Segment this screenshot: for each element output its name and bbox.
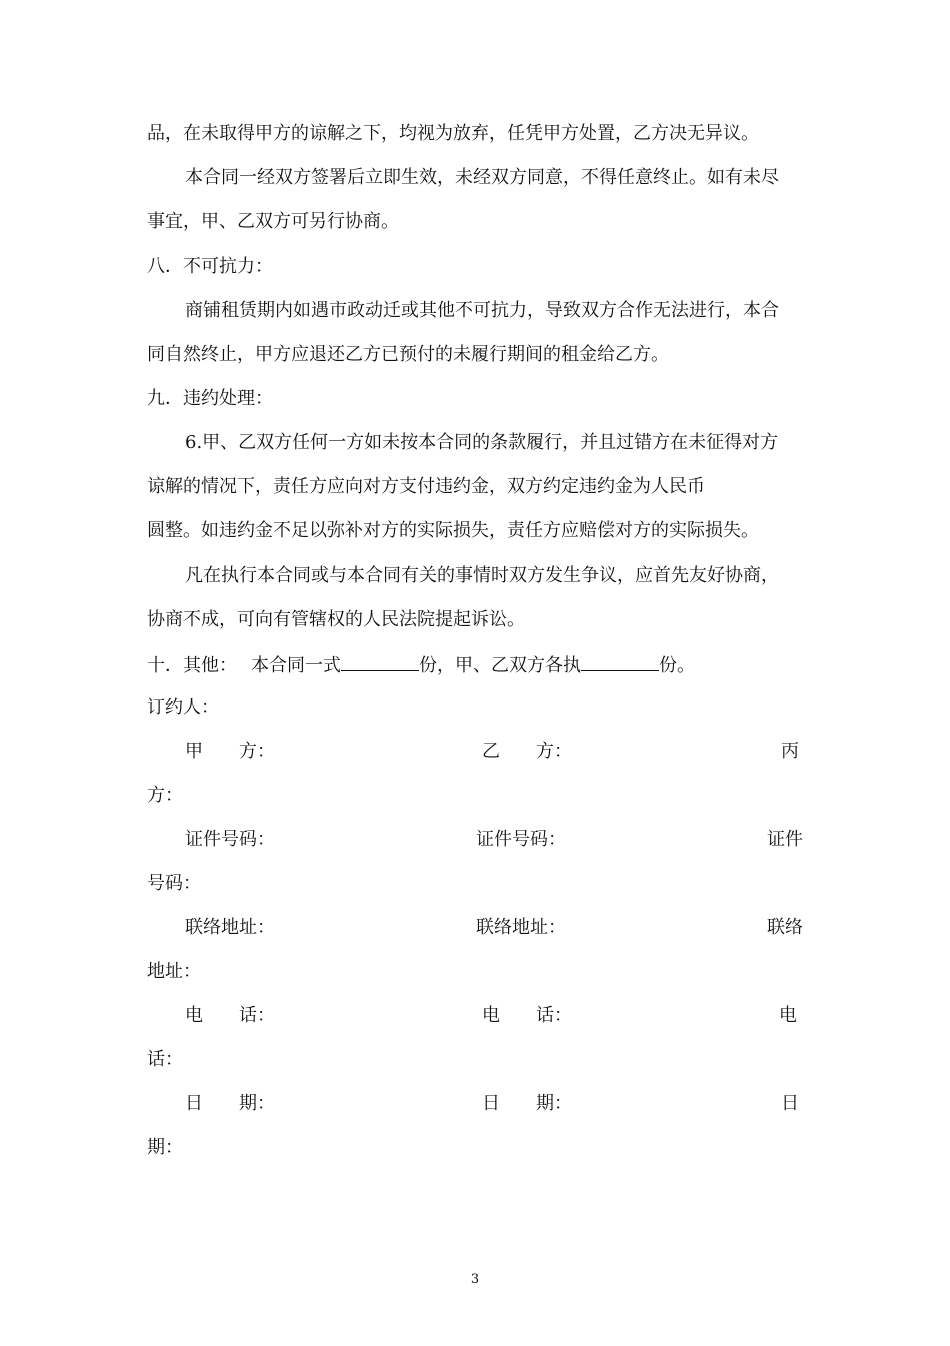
copies-text-3: 份。 xyxy=(659,655,695,676)
party-c-address-label-start: 联络 xyxy=(767,917,803,938)
section-heading: 八．不可抗力： xyxy=(147,256,273,277)
paragraph-line: 6.甲、乙双方任何一方如未按本合同的条款履行，并且过错方在未征得对方 xyxy=(185,432,779,453)
party-b-phone-label: 电 话： xyxy=(482,1005,572,1026)
paragraph-line: 同自然终止，甲方应退还乙方已预付的未履行期间的租金给乙方。 xyxy=(147,344,669,365)
paragraph-line: 圆整。如违约金不足以弥补对方的实际损失，责任方应赔偿对方的实际损失。 xyxy=(147,520,759,541)
paragraph-line: 本合同一经双方签署后立即生效，未经双方同意，不得任意终止。如有未尽 xyxy=(185,167,779,188)
page-number: 3 xyxy=(470,1272,480,1287)
party-b-label: 乙 方： xyxy=(482,741,572,762)
party-a-phone-label: 电 话： xyxy=(185,1005,275,1026)
copies-text-2: 份，甲、乙双方各执 xyxy=(419,655,581,676)
copies-text: 本合同一式 xyxy=(251,655,341,676)
party-c-date-label-end: 期： xyxy=(147,1137,183,1158)
party-b-date-label: 日 期： xyxy=(482,1093,572,1114)
party-c-id-label-end: 号码： xyxy=(147,873,201,894)
paragraph-line: 品，在未取得甲方的谅解之下，均视为放弃，任凭甲方处置，乙方决无异议。 xyxy=(147,123,759,144)
paragraph-line: 事宜，甲、乙双方可另行协商。 xyxy=(147,211,399,232)
party-b-id-label: 证件号码： xyxy=(476,829,566,850)
party-c-date-label-start: 日 xyxy=(781,1093,799,1114)
paragraph-line: 凡在执行本合同或与本合同有关的事情时双方发生争议，应首先友好协商， xyxy=(185,565,779,586)
party-a-label: 甲 方： xyxy=(185,741,275,762)
section-heading-other xyxy=(147,654,695,676)
party-b-address-label: 联络地址： xyxy=(476,917,566,938)
signatories-heading: 订约人： xyxy=(147,697,219,718)
paragraph-line: 协商不成，可向有管辖权的人民法院提起诉讼。 xyxy=(147,609,525,630)
copies-each-blank xyxy=(581,654,659,671)
paragraph-line: 商铺租赁期内如遇市政动迁或其他不可抗力，导致双方合作无法进行，本合 xyxy=(185,300,779,321)
party-c-phone-label-end: 话： xyxy=(147,1049,183,1070)
party-c-address-label-end: 地址： xyxy=(147,961,201,982)
paragraph-line: 谅解的情况下，责任方应向对方支付违约金，双方约定违约金为人民币 xyxy=(147,476,705,497)
party-a-address-label: 联络地址： xyxy=(185,917,275,938)
party-c-phone-label-start: 电 xyxy=(779,1005,797,1026)
party-a-id-label: 证件号码： xyxy=(185,829,275,850)
section-label: 十．其他： xyxy=(147,655,237,676)
party-c-id-label-start: 证件 xyxy=(767,829,803,850)
party-c-label-end: 方： xyxy=(147,785,183,806)
copies-blank xyxy=(341,654,419,671)
party-c-label-start: 丙 xyxy=(781,741,799,762)
section-heading: 九．违约处理： xyxy=(147,388,273,409)
party-a-date-label: 日 期： xyxy=(185,1093,275,1114)
